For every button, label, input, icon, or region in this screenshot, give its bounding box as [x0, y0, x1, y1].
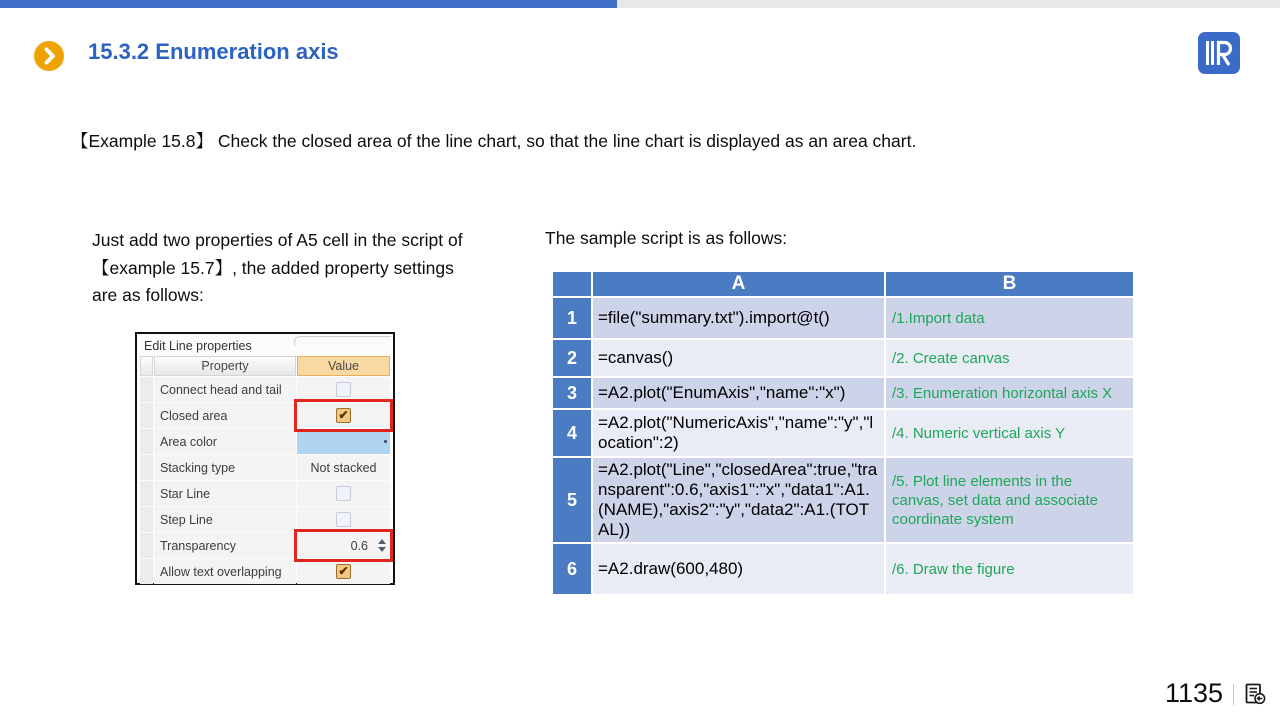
checkbox-checked-icon[interactable]: ✔ — [336, 564, 351, 579]
dialog-value-cell[interactable] — [297, 429, 390, 454]
dialog-value-cell[interactable] — [297, 533, 390, 558]
dialog-property-label: Allow text overlapping — [154, 559, 296, 584]
table-of-contents-icon[interactable] — [1243, 682, 1267, 706]
sheet-comment-cell: /4. Numeric vertical axis Y — [886, 410, 1133, 456]
dialog-header-gutter — [140, 356, 153, 376]
raqsoft-logo-icon — [1198, 32, 1240, 74]
example-heading: 【Example 15.8】 Check the closed area of the line chart, so that the line chart is displayed as an area chart. — [71, 131, 917, 151]
dialog-row-gutter — [140, 455, 153, 480]
dialog-col-value: Value — [297, 356, 390, 376]
sheet-comment-cell: /5. Plot line elements in the canvas, set data and associate coordinate system — [886, 458, 1133, 542]
spinner-down-icon[interactable] — [378, 547, 386, 552]
edit-line-properties-dialog — [135, 332, 395, 585]
dialog-property-label: Transparency — [154, 533, 296, 558]
dialog-tab-notch — [294, 336, 391, 346]
sheet-row-number: 4 — [553, 410, 591, 456]
sheet-comment-cell: /6. Draw the figure — [886, 544, 1133, 594]
spinner-up-icon[interactable] — [378, 539, 386, 544]
dialog-row-gutter — [140, 403, 153, 428]
dialog-property-label: Stacking type — [154, 455, 296, 480]
page-number: 1135 — [1164, 678, 1223, 708]
dialog-row — [140, 429, 390, 454]
dialog-row — [140, 507, 390, 532]
dialog-property-label: Step Line — [154, 507, 296, 532]
dialog-property-label: Star Line — [154, 481, 296, 506]
sheet-code-cell: =A2.draw(600,480) — [593, 544, 884, 594]
dialog-row — [140, 377, 390, 402]
spinner-value: 0.6 — [350, 538, 368, 553]
sheet-row-number: 5 — [553, 458, 591, 542]
sheet-code-cell: =file("summary.txt").import@t() — [593, 298, 884, 338]
top-progress-bar-track — [617, 0, 1280, 8]
sheet-row-number: 1 — [553, 298, 591, 338]
dialog-property-label: Area color — [154, 429, 296, 454]
dialog-title: Edit Line properties — [144, 339, 252, 353]
dialog-row — [140, 481, 390, 506]
spinner-arrows[interactable] — [378, 539, 386, 552]
sheet-row-number: 6 — [553, 544, 591, 594]
footer-divider — [1233, 684, 1234, 705]
checkbox-unchecked-icon[interactable] — [336, 512, 351, 527]
sheet-row-number: 3 — [553, 378, 591, 408]
dialog-value-cell[interactable] — [297, 559, 390, 584]
sheet-col-header-a: A — [593, 272, 884, 296]
checkbox-checked-icon[interactable]: ✔ — [336, 408, 351, 423]
sheet-comment-cell: /3. Enumeration horizontal axis X — [886, 378, 1133, 408]
dialog-row — [140, 559, 390, 584]
sheet-row-number: 2 — [553, 340, 591, 376]
dialog-col-property: Property — [154, 356, 296, 376]
dialog-row — [140, 455, 390, 480]
sample-script-heading: The sample script is as follows: — [545, 228, 788, 248]
top-progress-bar-filled — [0, 0, 617, 8]
dialog-row-gutter — [140, 377, 153, 402]
sheet-col-header-b: B — [886, 272, 1133, 296]
chevron-right-icon — [34, 41, 64, 71]
dialog-header-row — [140, 356, 390, 376]
sheet-code-cell: =canvas() — [593, 340, 884, 376]
dialog-value-cell[interactable] — [297, 403, 390, 428]
sheet-corner-cell — [553, 272, 591, 296]
page-title: 15.3.2 Enumeration axis — [88, 39, 339, 64]
dialog-value-cell[interactable] — [297, 507, 390, 532]
sheet-comment-cell: /2. Create canvas — [886, 340, 1133, 376]
dialog-property-label: Connect head and tail — [154, 377, 296, 402]
dialog-value-cell[interactable] — [297, 377, 390, 402]
script-table — [553, 272, 1133, 594]
sheet-code-cell: =A2.plot("EnumAxis","name":"x") — [593, 378, 884, 408]
checkbox-unchecked-icon[interactable] — [336, 382, 351, 397]
dialog-table — [140, 356, 390, 584]
left-intro-text: Just add two properties of A5 cell in the script of 【example 15.7】, the added property settings are as follows: — [92, 230, 463, 305]
dialog-row-gutter — [140, 533, 153, 558]
dialog-rows — [140, 377, 390, 584]
dialog-value-cell[interactable]: Not stacked — [297, 455, 390, 480]
dialog-row-gutter — [140, 507, 153, 532]
sheet-code-cell: =A2.plot("NumericAxis","name":"y","location":2) — [593, 410, 884, 456]
dialog-row-gutter — [140, 429, 153, 454]
dialog-row-gutter — [140, 481, 153, 506]
dialog-property-label: Closed area — [154, 403, 296, 428]
sheet-code-cell: =A2.plot("Line","closedArea":true,"transparent":0.6,"axis1":"x","data1":A1.(NAME),"axis2":"y","data2":A1.(TOTAL)) — [593, 458, 884, 542]
dialog-row-gutter — [140, 559, 153, 584]
color-picker-dot — [384, 440, 387, 443]
dialog-row — [140, 403, 390, 428]
dialog-value-cell[interactable] — [297, 481, 390, 506]
section-bullet-icon — [34, 41, 64, 71]
sheet-comment-cell: /1.Import data — [886, 298, 1133, 338]
checkbox-unchecked-icon[interactable] — [336, 486, 351, 501]
dialog-row — [140, 533, 390, 558]
